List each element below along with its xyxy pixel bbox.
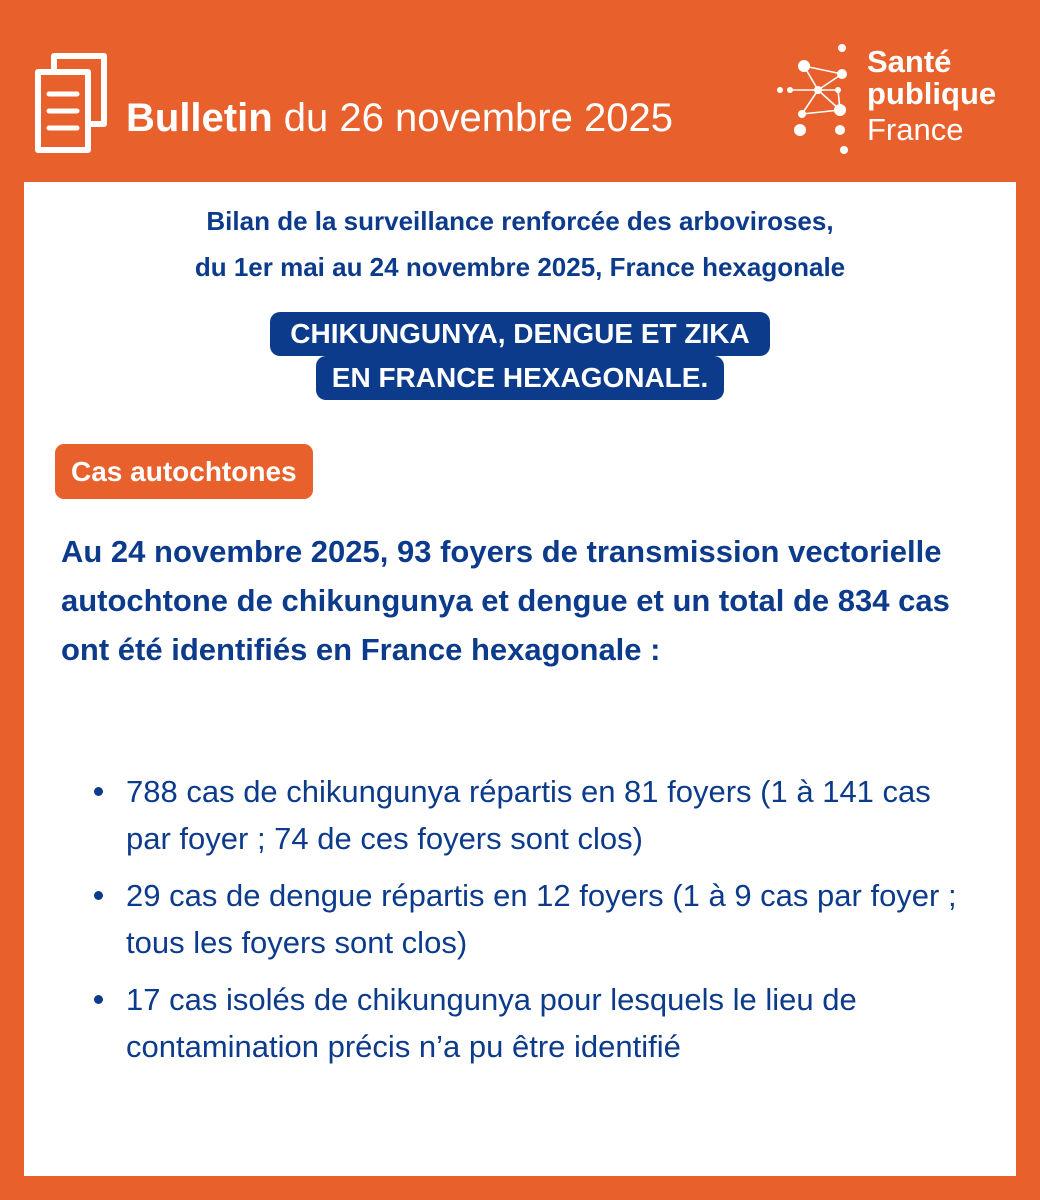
list-item (94, 768, 974, 862)
logo-text-sante: Santé (867, 44, 952, 79)
list-item-text: 17 cas isolés de chikungunya pour lesquels le lieu de contamination précis n’a pu être identifié (126, 982, 857, 1064)
bulletin-title-date: du 26 novembre 2025 (272, 96, 673, 140)
header (0, 0, 1040, 180)
diseases-banner (24, 312, 1016, 400)
list-item-text: 29 cas de dengue répartis en 12 foyers (1 à 9 cas par foyer ; tous les foyers sont clos) (126, 878, 957, 960)
banner-line-2: EN FRANCE HEXAGONALE. (316, 356, 724, 400)
banner-line-1: CHIKUNGUNYA, DENGUE ET ZIKA (270, 312, 769, 356)
bulletin-title (126, 92, 673, 144)
logo-molecule-icon (774, 38, 866, 158)
surveillance-subtitle (24, 198, 1016, 290)
logo-text-france: France (867, 112, 964, 147)
subtitle-line-2: du 1er mai au 24 novembre 2025, France hexagonale (194, 252, 846, 282)
cases-bullet-list (94, 768, 974, 1080)
bullet-dot-icon (94, 891, 103, 900)
document-stack-icon (30, 50, 110, 160)
logo-text-publique: publique (867, 76, 997, 111)
section-tag-cas-autochtones: Cas autochtones (55, 444, 313, 499)
subtitle-line-1: Bilan de la surveillance renforcée des arboviroses, (206, 206, 834, 236)
bullet-dot-icon (94, 787, 103, 796)
list-item (94, 872, 974, 966)
bullet-dot-icon (94, 995, 103, 1004)
list-item (94, 976, 974, 1070)
bulletin-title-bold: Bulletin (126, 96, 273, 140)
list-item-text: 788 cas de chikungunya répartis en 81 foyers (1 à 141 cas par foyer ; 74 de ces foyers sont clos) (126, 774, 931, 856)
intro-paragraph: Au 24 novembre 2025, 93 foyers de transmission vectorielle autochtone de chikungunya et dengue et un total de 834 cas ont été identifiés en France hexagonale : (61, 534, 950, 667)
bulletin-card (24, 182, 1016, 1176)
sante-publique-france-logo (774, 38, 1014, 158)
